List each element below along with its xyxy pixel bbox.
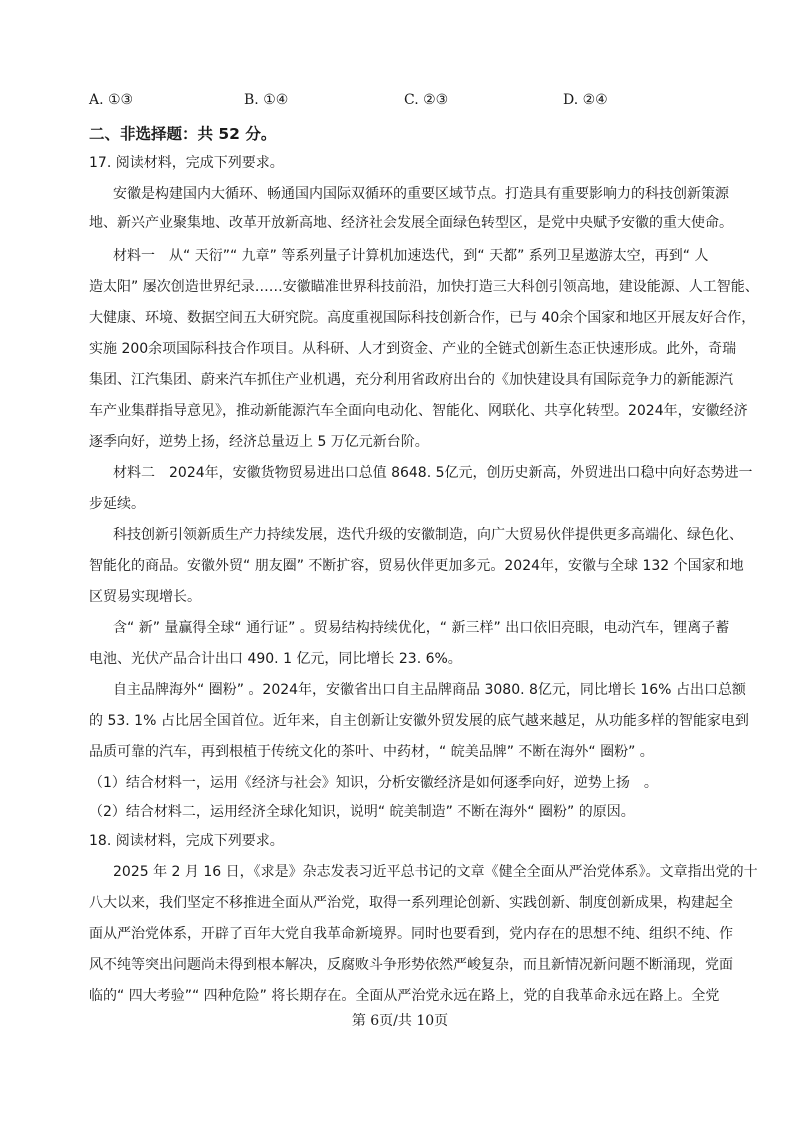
q18-line: 面从严治党体系，开辟了百年大党自我革命新境界。同时也要看到，党内存在的思想不纯、组织不纯、作	[89, 926, 733, 942]
question-17-heading: 17. 阅读材料，完成下列要求。	[89, 155, 284, 171]
tech-para-line: 智能化的商品。安徽外贸“ 朋友圈” 不断扩容，贸易伙伴更加多元。2024年，安徽与全球 132 个国家和地	[89, 558, 744, 574]
material1-line: 大健康、环境、数据空间五大研究院。高度重视国际科技创新合作，已与 40余个国家和地区开展友好合作，	[89, 310, 756, 326]
sub-question-1: （1）结合材料一，运用《经济与社会》知识，分析安徽经济是如何逐季向好，逆势上扬 。	[89, 775, 658, 791]
q18-line: 八大以来，我们坚定不移推进全面从严治党，取得一系列理论创新、实践创新、制度创新成果，构建起全	[89, 895, 733, 911]
option-a: A. ①③	[89, 92, 134, 108]
page-number: 第 6页/共 10页	[351, 1013, 449, 1029]
option-b: B. ①④	[244, 92, 289, 108]
material1-line: 实施 200余项国际科技合作项目。从科研、人才到资金、产业的全链式创新生态正快速形成。此外，奇瑞	[89, 341, 737, 357]
material1-line: 逐季向好，逆势上扬，经济总量迈上 5 万亿元新台阶。	[89, 434, 429, 450]
sub-question-2: （2）结合材料二，运用经济全球化知识，说明“ 皖美制造” 不断在海外“ 圈粉” 的原因。	[89, 804, 635, 820]
tech-para-line: 科技创新引领新质生产力持续发展，迭代升级的安徽制造，向广大贸易伙伴提供更多高端化、绿色化、	[113, 527, 743, 543]
material2-line: 材料二 2024年，安徽货物贸易进出口总值 8648. 5亿元，创历史新高，外贸进出口稳中向好态势进一	[113, 465, 753, 481]
material2-line: 步延续。	[89, 496, 145, 512]
option-d: D. ②④	[563, 92, 608, 108]
new-para-line: 含“ 新” 量赢得全球“ 通行证” 。贸易结构持续优化，“ 新三样” 出口依旧亮眼，电动汽车，锂离子蓄	[113, 620, 730, 636]
material1-line: 材料一 从“ 天衍”“ 九章” 等系列量子计算机加速迭代，到“ 天都” 系列卫星遨游太空，再到“ 人	[113, 248, 709, 264]
q17-intro-line: 地、新兴产业聚集地、改革开放新高地、经济社会发展全面绿色转型区，是党中央赋予安徽的重大使命。	[89, 215, 733, 231]
q18-line: 临的“ 四大考验”“ 四种危险” 将长期存在。全面从严治党永远在路上，党的自我革命永远在路上。全党	[89, 988, 720, 1004]
material1-line: 车产业集群指导意见》，推动新能源汽车全面向电动化、智能化、网联化、共享化转型。2024年，安徽经济	[89, 403, 748, 419]
brand-para-line: 品质可靠的汽车，再到根植于传统文化的茶叶、中药材，“ 皖美品牌” 不断在海外“ 圈粉” 。	[89, 744, 654, 760]
material1-line: 集团、江汽集团、蔚来汽车抓住产业机遇，充分利用省政府出台的《加快建设具有国际竞争力的新能源汽	[89, 372, 733, 388]
brand-para-line: 的 53. 1% 占比居全国首位。近年来，自主创新让安徽外贸发展的底气越来越足，从功能多样的智能家电到	[89, 713, 749, 729]
section-title: 二、非选择题：共 52 分。	[89, 125, 277, 143]
new-para-line: 电池、光伏产品合计出口 490. 1 亿元，同比增长 23. 6%。	[89, 651, 462, 667]
q17-intro-line: 安徽是构建国内大循环、畅通国内国际双循环的重要区域节点。打造具有重要影响力的科技创新策源	[113, 186, 729, 202]
brand-para-line: 自主品牌海外“ 圈粉” 。2024年，安徽省出口自主品牌商品 3080. 8亿元，同比增长 16% 占出口总额	[113, 682, 746, 698]
tech-para-line: 区贸易实现增长。	[89, 589, 201, 605]
q18-line: 风不纯等突出问题尚未得到根本解决，反腐败斗争形势依然严峻复杂，而且新情况新问题不断涌现，党面	[89, 957, 733, 973]
question-18-heading: 18. 阅读材料，完成下列要求。	[89, 833, 284, 849]
material1-line: 造太阳” 屡次创造世界纪录……安徽瞄准世界科技前沿，加快打造三大科创引领高地，建设能源、人工智能、	[89, 279, 759, 295]
q18-line: 2025 年 2 月 16 日，《求是》杂志发表习近平总书记的文章《健全全面从严治党体系》。文章指出党的十	[113, 864, 758, 880]
option-c: C. ②③	[404, 92, 449, 108]
